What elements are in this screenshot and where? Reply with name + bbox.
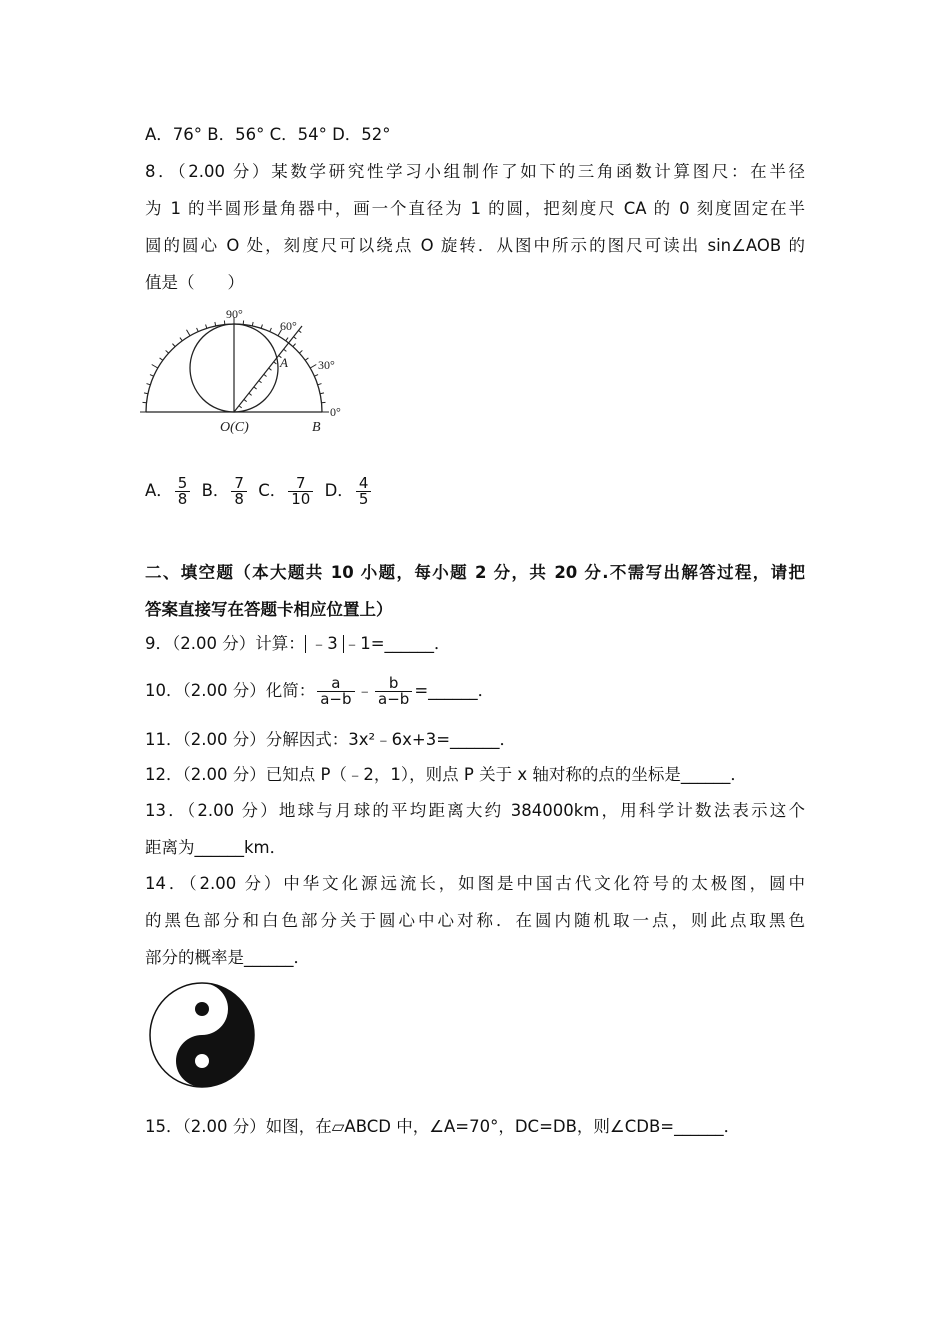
q9-line: [145, 632, 451, 656]
q7-answer-options: A．76° B．56° C．54° D．52°: [145, 125, 391, 144]
option-b-label: B．: [201, 481, 230, 500]
q10-suffix: =______．: [414, 681, 495, 700]
label-point-a: A: [280, 355, 288, 370]
q8-answer-options: [145, 474, 377, 508]
option-d-label: D．: [324, 481, 354, 500]
protractor-figure: [140, 300, 355, 440]
label-60-degree: 60°: [280, 319, 297, 333]
q8-stem-line-2: 为 1 的半圆形量角器中，画一个直径为 1 的圆，把刻度尺 CA 的 0 刻度固定在半: [145, 199, 805, 218]
ruler-tick: [259, 381, 262, 383]
ruler-tick: [244, 399, 247, 401]
ruler-tick: [274, 362, 277, 364]
protractor-tick: [152, 365, 158, 369]
q12-line: 12．（2.00 分）已知点 P（﹣2，1），则点 P 关于 x 轴对称的点的坐标是______．: [145, 765, 747, 784]
option-b-fraction: $\frac{7}{8}$: [231, 476, 247, 507]
q14-line-2: 的黑色部分和白色部分关于圆心中心对称．在圆内随机取一点，则此点取黑色: [145, 911, 805, 930]
protractor-tick: [310, 365, 316, 369]
ruler-tick: [264, 374, 267, 376]
q13-line-2: 距离为______km．: [145, 838, 287, 857]
ruler-tick: [284, 349, 287, 351]
taiji-black-dot: [195, 1002, 209, 1016]
q10-minus: ﹣: [356, 681, 374, 700]
q10-line: [145, 674, 494, 708]
option-c-fraction: $\frac{7}{10}$: [288, 476, 313, 507]
taiji-white-dot: [195, 1054, 209, 1068]
q11-line: 11．（2.00 分）分解因式：3x²﹣6x+3=______．: [145, 730, 517, 749]
label-90-degree: 90°: [226, 307, 243, 321]
label-0-degree: 0°: [330, 405, 341, 419]
protractor-tick: [187, 330, 191, 336]
ruler-tick: [269, 368, 272, 370]
ruler-tick: [299, 330, 302, 332]
option-c-label: C．: [258, 481, 287, 500]
q10-fraction-1: $\frac{a}{a-b}$: [317, 676, 354, 707]
q14-line-3: 部分的概率是______．: [145, 948, 310, 967]
q9-suffix: ﹣1=______．: [343, 634, 451, 653]
option-a-fraction: $\frac{5}{8}$: [175, 476, 191, 507]
label-point-b: B: [312, 420, 321, 435]
q8-stem-line-4: 值是（ ）: [145, 273, 244, 292]
q8-stem-line-3: 圆的圆心 O 处，刻度尺可以绕点 O 旋转．从图中所示的图尺可读出 sin∠AOB 的: [145, 236, 805, 255]
q13-line-1: 13．（2.00 分）地球与月球的平均距离大约 384000km，用科学计数法表示这个: [145, 801, 805, 820]
section2-heading-line-1: 二、填空题（本大题共 10 小题，每小题 2 分，共 20 分.不需写出解答过程，请把: [145, 563, 805, 582]
section2-heading-line-2: 答案直接写在答题卡相应位置上）: [145, 600, 393, 619]
q9-absolute-value: ﹣3: [305, 635, 344, 653]
q14-line-1: 14．（2.00 分）中华文化源远流长，如图是中国古代文化符号的太极图，圆中: [145, 874, 805, 893]
q8-stem-line-1: 8．（2.00 分）某数学研究性学习小组制作了如下的三角函数计算图尺：在半径: [145, 162, 805, 181]
taiji-yin-yang-figure: [146, 980, 258, 1090]
q10-fraction-2: $\frac{b}{a-b}$: [375, 676, 412, 707]
ruler-tick: [239, 406, 242, 408]
label-point-oc: O(C): [220, 420, 249, 435]
option-d-fraction: $\frac{4}{5}$: [356, 476, 372, 507]
q10-prefix: 10．（2.00 分）化简：: [145, 681, 316, 700]
ruler-tick: [254, 387, 257, 389]
ruler-tick: [294, 337, 297, 339]
q15-line: 15．（2.00 分）如图，在▱ABCD 中，∠A=70°，DC=DB，则∠CDB=______．: [145, 1117, 741, 1136]
q9-prefix: 9．（2.00 分）计算：: [145, 634, 305, 653]
option-a-label: A．: [145, 481, 173, 500]
label-30-degree: 30°: [318, 358, 335, 372]
ruler-tick: [249, 393, 252, 395]
